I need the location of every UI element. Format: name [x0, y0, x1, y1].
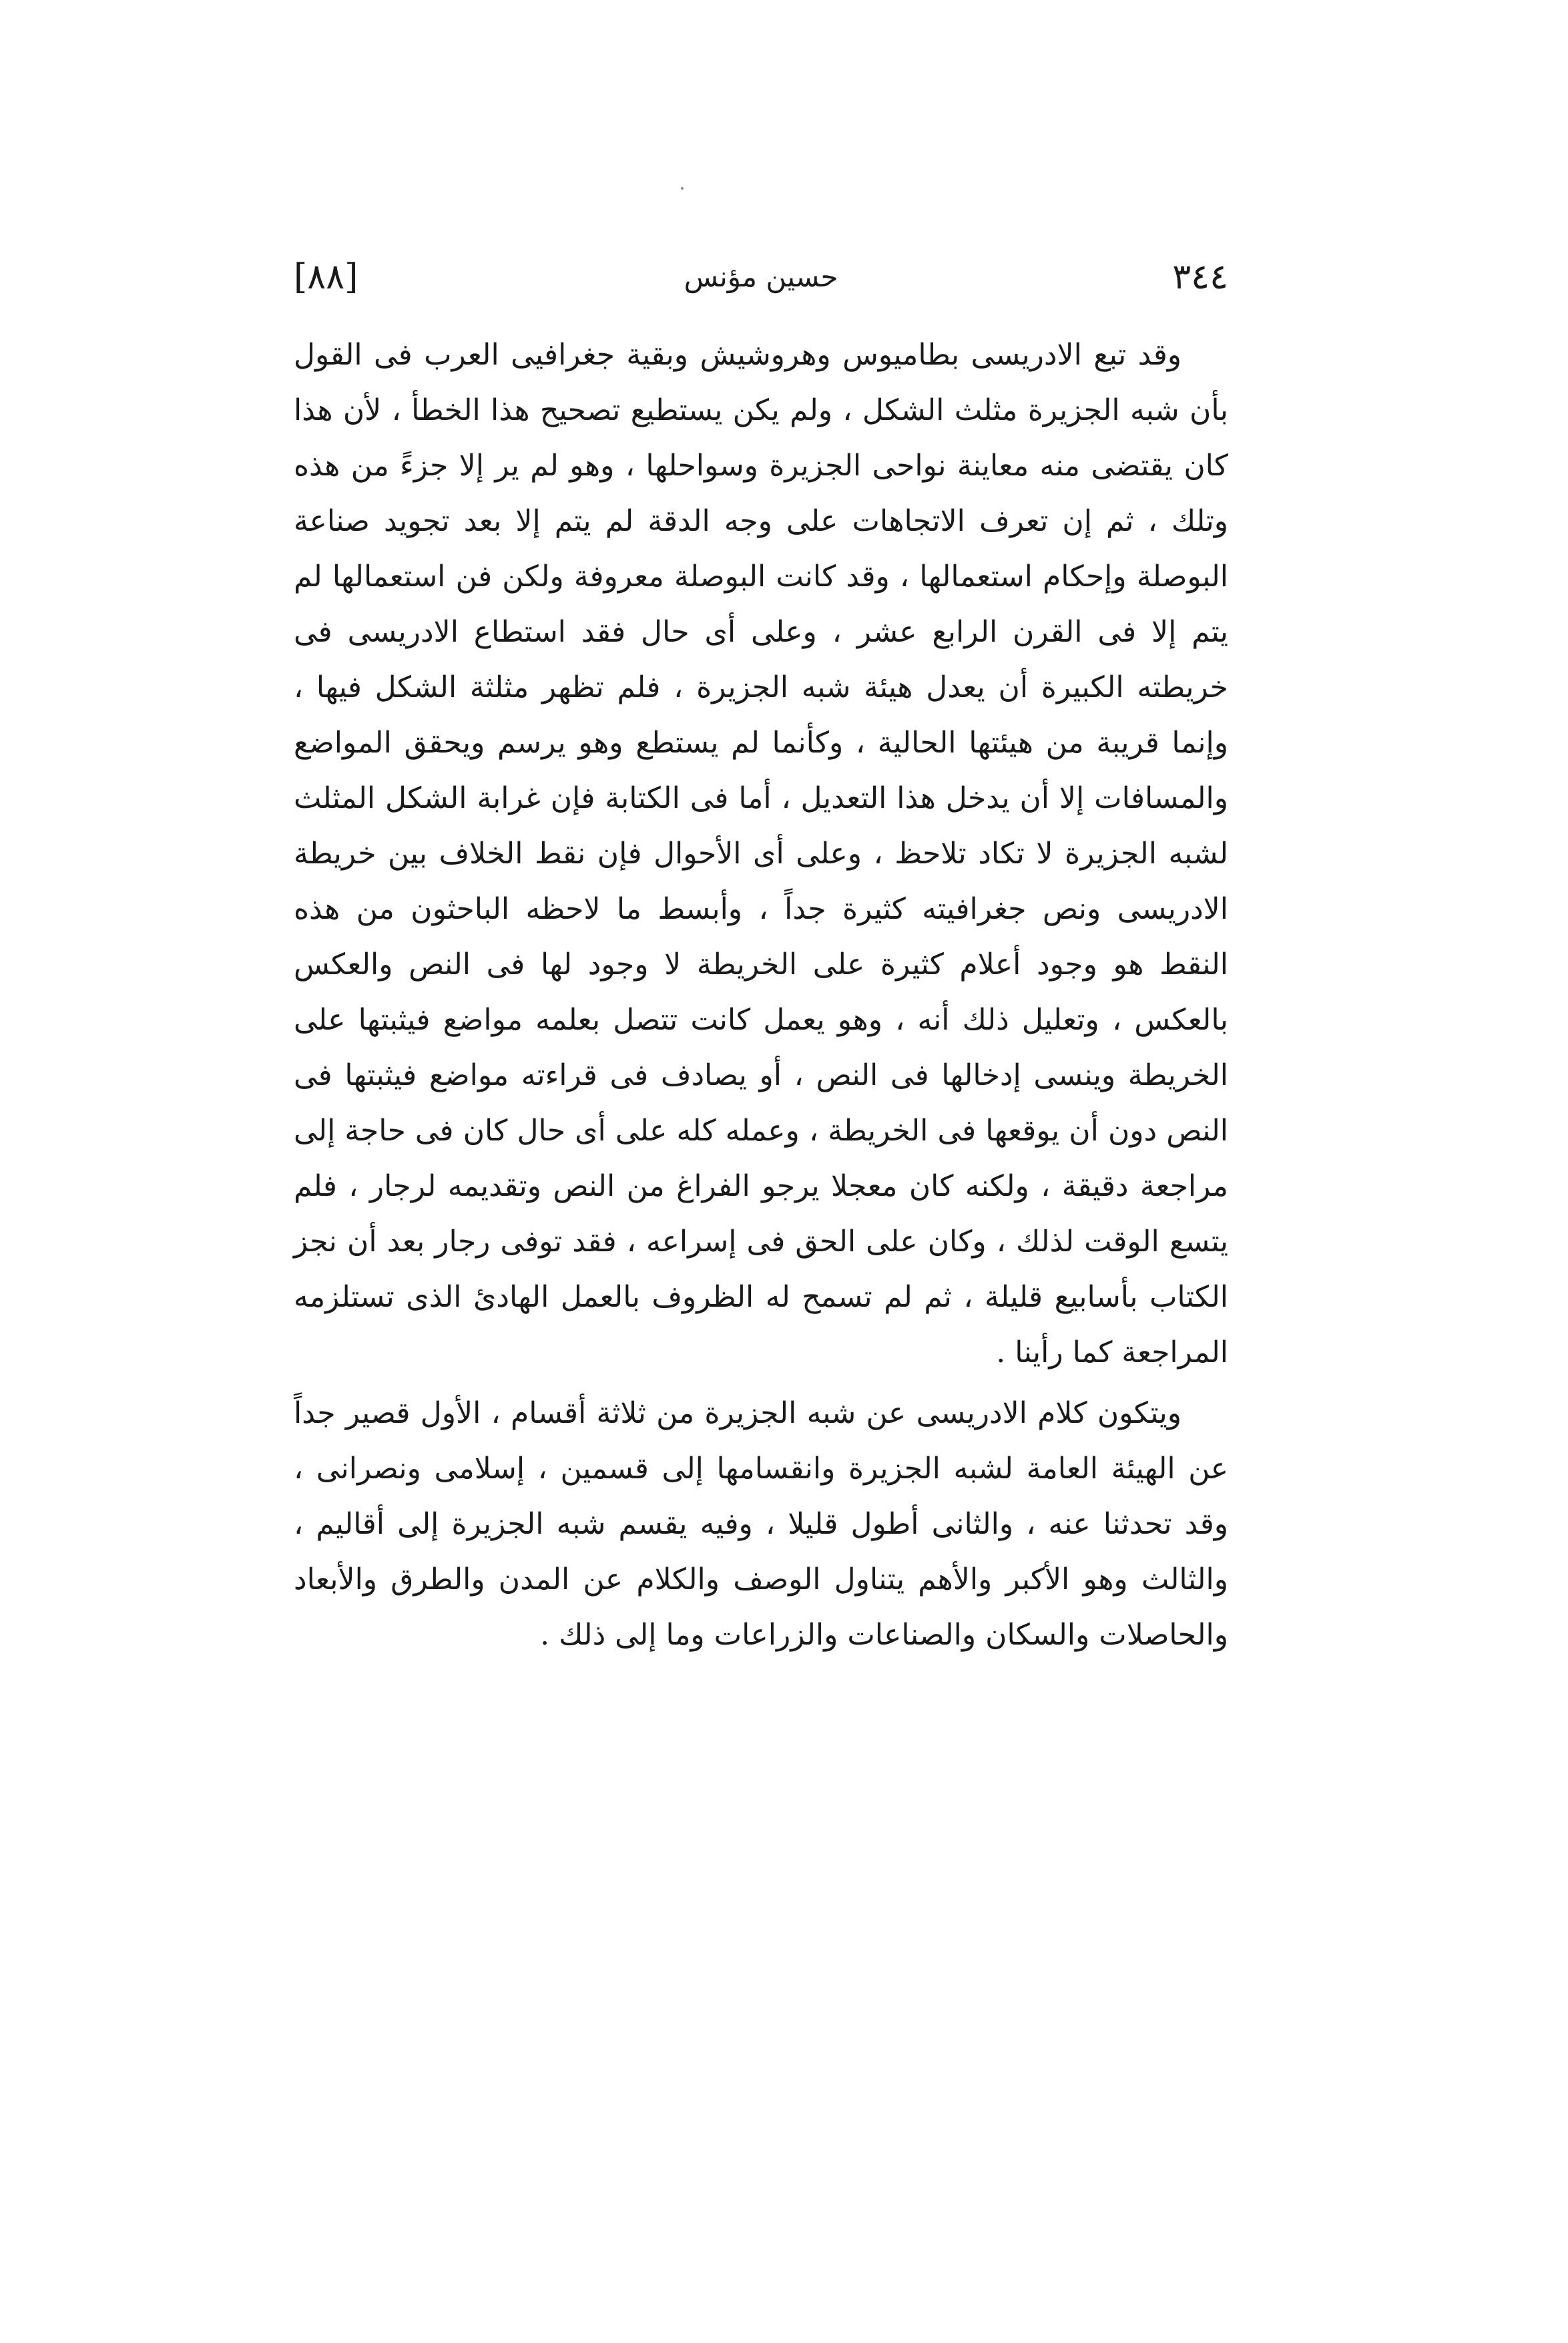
scan-speck [681, 187, 684, 190]
paragraph-2: ويتكون كلام الادريسى عن شبه الجزيرة من ثلاثة أقسام ، الأول قصير جداً عن الهيئة العامة لشبه الجزيرة وانقسامها إلى قسمين ، إسلامى ونصرانى ، وقد تحدثنا عنه ، والثانى أطول قليلا ، وفيه يقسم شبه الجزيرة إلى أقاليم ، والثالث وهو الأكبر والأهم يتناول الوصف والكلام عن المدن والطرق والأبعاد والحاصلات والسكان والصناعات والزراعات وما إلى ذلك . [294, 1396, 1228, 1652]
body-text [294, 327, 1228, 1663]
paragraph-1: وقد تبع الادريسى بطاميوس وهروشيش وبقية جغرافيى العرب فى القول بأن شبه الجزيرة مثلث الشكل ، ولم يكن يستطيع تصحيح هذا الخطأ ، لأن هذا كان يقتضى منه معاينة نواحى الجزيرة وسواحلها ، وهو لم ير إلا جزءً من هذه وتلك ، ثم إن تعرف الاتجاهات على وجه الدقة لم يتم إلا بعد تجويد صناعة البوصلة وإحكام استعمالها ، وقد كانت البوصلة معروفة ولكن فن استعمالها لم يتم إلا فى القرن الرابع عشر ، وعلى أى حال فقد استطاع الادريسى فى خريطته الكبيرة أن يعدل هيئة شبه الجزيرة ، فلم تظهر مثلثة الشكل فيها ، وإنما قريبة من هيئتها الحالية ، وكأنما لم يستطع وهو يرسم ويحقق المواضع والمسافات إلا أن يدخل هذا التعديل ، أما فى الكتابة فإن غرابة الشكل المثلث لشبه الجزيرة لا تكاد تلاحظ ، وعلى أى الأحوال فإن نقط الخلاف بين خريطة الادريسى ونص جغرافيته كثيرة جداً ، وأبسط ما لاحظه الباحثون من هذه النقط هو وجود أعلام كثيرة على الخريطة لا وجود لها فى النص والعكس بالعكس ، وتعليل ذلك أنه ، وهو يعمل كانت تتصل بعلمه مواضع فيثبتها على الخريطة وينسى إدخالها فى النص ، أو يصادف فى قراءته مواضع فيثبتها فى النص دون أن يوقعها فى الخريطة ، وعمله كله على أى حال كان فى حاجة إلى مراجعة دقيقة ، ولكنه كان معجلا يرجو الفراغ من النص وتقديمه لرجار ، فلم يتسع الوقت لذلك ، وكان على الحق فى إسراعه ، فقد توفى رجار بعد أن نجز الكتاب بأسابيع قليلة ، ثم لم تسمح له الظروف بالعمل الهادئ الذى تستلزمه المراجعة كما رأينا . [294, 338, 1229, 1369]
reference-number: [٨٨] [294, 257, 358, 297]
running-head-author: حسين مؤنس [684, 260, 838, 293]
page-header [294, 254, 1228, 300]
page-number: ٣٤٤ [1172, 257, 1228, 297]
